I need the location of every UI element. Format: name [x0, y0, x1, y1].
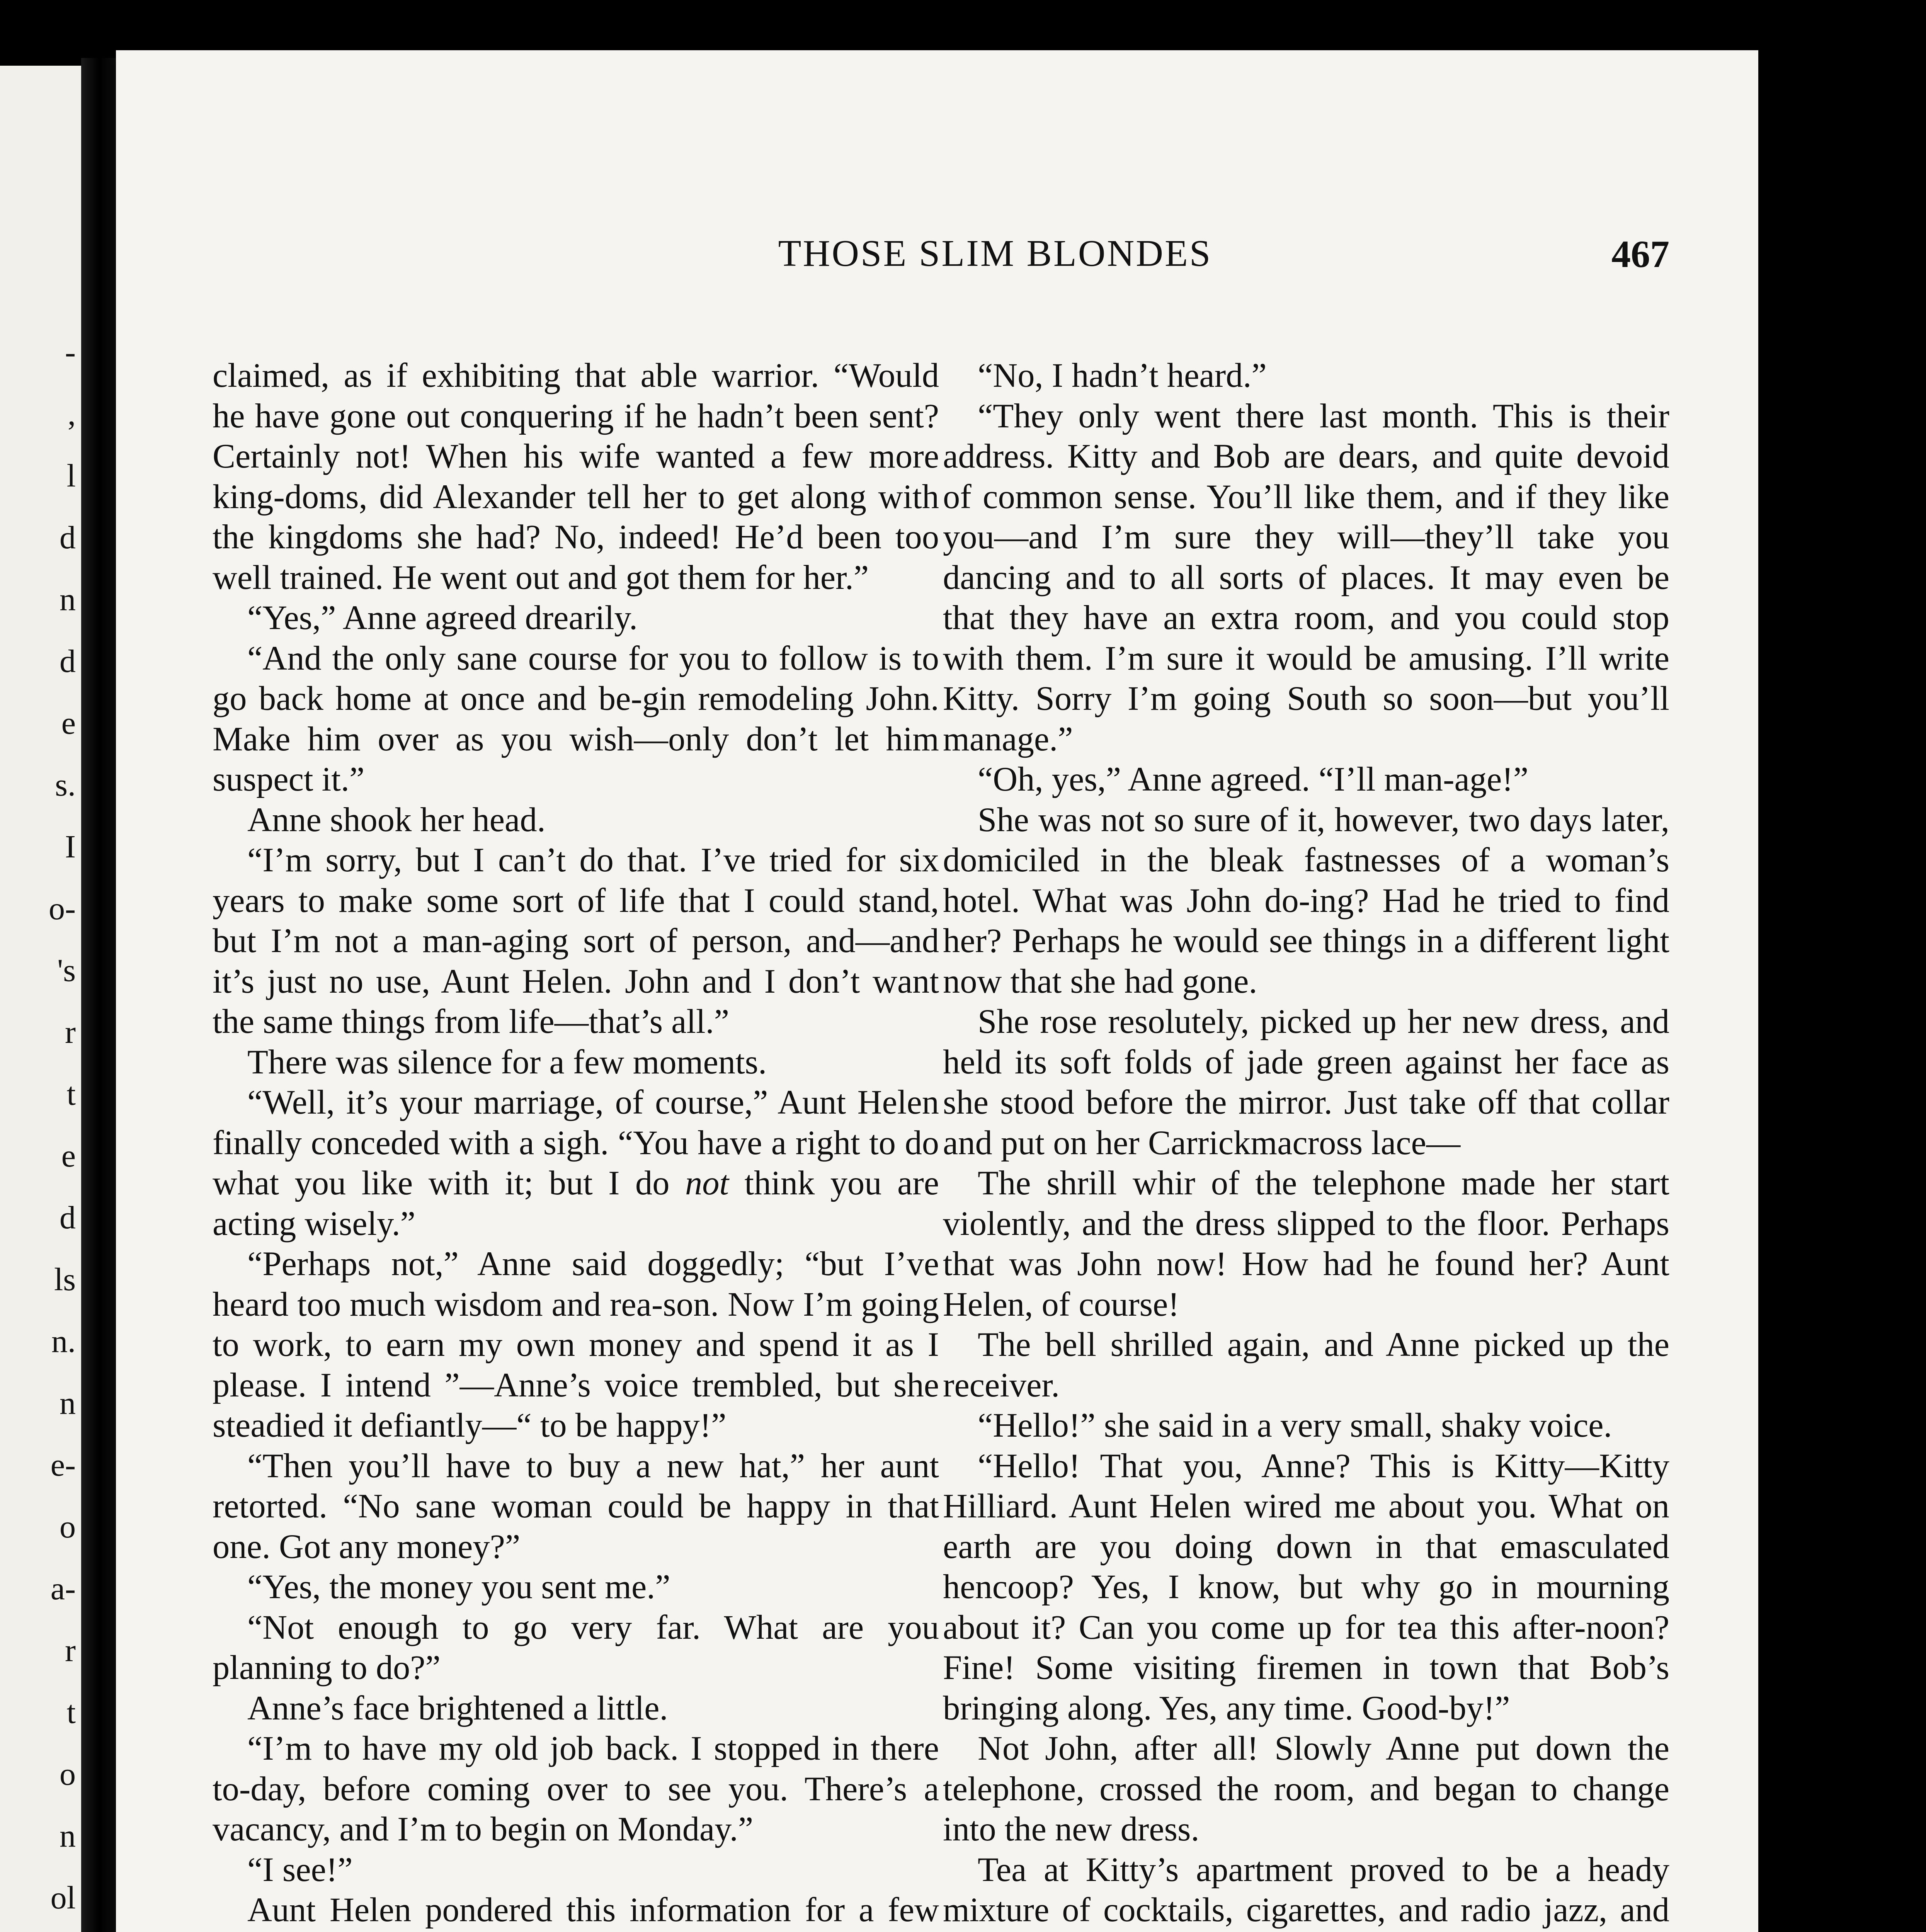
facing-page-fragment: d — [60, 643, 76, 679]
paragraph: The bell shrilled again, and Anne picked up the receiver. — [943, 1326, 1669, 1404]
facing-page-fragment: a- — [50, 1571, 76, 1607]
paragraph: Tea at Kitty’s apartment proved to be a heady mixture of cocktails, cigarettes, and radio jazz, and — [943, 1850, 1669, 1929]
paragraph: “They only went there last month. This is their address. Kitty and Bob are dears, and quite devoid of common sense. You’ll like them, and if they like you—and I’m sure they will—they’ll take you dancing and to all sorts of places. It may even be that they have an extra room, and you could stop with them. I’m sure it would be amusing. I’ll write Kitty. Sorry I’m going South so soon—but you’ll manage.” — [943, 397, 1669, 758]
paragraph: “Well, it’s your marriage, of course,” Aunt Helen finally conceded with a sigh. “You have a right to do what you like with it; but I do not think you are acting wisely.” — [213, 1083, 939, 1243]
facing-page-fragment: d — [60, 520, 76, 556]
facing-page-edge — [0, 66, 81, 1932]
paragraph: There was silence for a few moments. — [247, 1043, 767, 1081]
facing-page-fragment: e — [61, 705, 76, 741]
paragraph: Anne shook her head. — [247, 801, 546, 839]
paragraph: “I’m sorry, but I can’t do that. I’ve tried for six years to make some sort of life that I could stand, but I’m not a man-aging sort of person, and—and it’s just no use, Aunt Helen. John and I don’t want the same things from life—that’s all.” — [213, 841, 939, 1041]
paragraph: “I see!” — [247, 1850, 353, 1889]
facing-page-fragment: e — [61, 1138, 76, 1174]
running-title: THOSE SLIM BLONDES — [778, 233, 1212, 274]
facing-page-fragment: I — [65, 829, 76, 865]
facing-page-fragment: o — [60, 1756, 76, 1792]
paragraph: “Hello! That you, Anne? This is Kitty—Kitty Hilliard. Aunt Helen wired me about you. What on earth are you doing down in that emasculated hencoop? Yes, I know, but why go in mourning about it? Can you come up for tea this after-noon? Fine! Some visiting firemen in town that Bob’s bringing along. Yes, any time. Good-by!” — [943, 1447, 1669, 1727]
paragraph: “Then you’ll have to buy a new hat,” her aunt retorted. “No sane woman could be happy in that one. Got any money?” — [213, 1447, 939, 1566]
paragraph: “Yes,” Anne agreed drearily. — [247, 599, 638, 637]
paragraph: The shrill whir of the telephone made her start violently, and the dress slipped to the floor. Perhaps that was John now! How had he found her? Aunt Helen, of course! — [943, 1164, 1669, 1323]
running-head — [116, 232, 1758, 282]
book-page — [116, 50, 1758, 1932]
paragraph: “No, I hadn’t heard.” — [978, 357, 1267, 395]
paragraph: “Hello!” she said in a very small, shaky voice. — [978, 1406, 1612, 1444]
paragraph: She was not so sure of it, however, two days later, domiciled in the bleak fastnesses of a woman’s hotel. What was John do-ing? Had he tried to find her? Perhaps he would see things in a different light now that she had gone. — [943, 801, 1669, 1000]
facing-page-fragment: n. — [51, 1323, 76, 1359]
paragraph: Aunt Helen pondered this information for a few — [247, 1891, 939, 1929]
facing-page-fragment: t — [66, 1076, 76, 1112]
facing-page-fragment: ls — [54, 1262, 76, 1298]
left-column — [213, 355, 939, 1932]
facing-page-fragment: ol — [50, 1880, 76, 1916]
facing-page-fragment: o- — [49, 891, 76, 927]
paragraph: “I’m to have my old job back. I stopped in there to-day, before coming over to see you. There’s a vacancy, and I’m to begin on Monday.” — [213, 1730, 939, 1848]
right-column — [943, 355, 1669, 1932]
page-number: 467 — [1611, 233, 1669, 276]
paragraph: “Not enough to go very far. What are you planning to do?” — [213, 1608, 939, 1687]
facing-page-fragment: s. — [55, 767, 76, 803]
facing-page-fragment: n — [60, 1818, 76, 1854]
facing-page-fragment: , — [68, 396, 76, 432]
facing-page-fragment: r — [65, 1014, 76, 1050]
facing-page-fragment: r — [65, 1633, 76, 1668]
facing-page-fragment: n — [60, 582, 76, 617]
paragraph: “Perhaps not,” Anne said doggedly; “but I’ve heard too much wisdom and rea-son. Now I’m going to work, to earn my own money and spend it as I please. I intend ”—Anne’s voice trembled, but she steadied it defiantly—“ to be happy!” — [213, 1245, 939, 1444]
paragraph: Anne’s face brightened a little. — [247, 1689, 668, 1727]
facing-page-fragment: t — [66, 1694, 76, 1730]
facing-page-fragment: - — [65, 334, 76, 370]
facing-page-fragment: o — [60, 1509, 76, 1545]
facing-page-fragment: l — [66, 458, 76, 494]
paragraph: “And the only sane course for you to follow is to go back home at once and be-gin remodeling John. Make him over as you wish—only don’t let him suspect it.” — [213, 639, 939, 798]
facing-page-fragment: d — [60, 1200, 76, 1236]
facing-page-fragment: e- — [50, 1447, 76, 1483]
paragraph: Not John, after all! Slowly Anne put down the telephone, crossed the room, and began to change into the new dress. — [943, 1730, 1669, 1848]
facing-page-fragment: 's — [57, 952, 76, 988]
paragraph: She rose resolutely, picked up her new dress, and held its soft folds of jade green against her face as she stood before the mirror. Just take off that collar and put on her Carrickmacross lace— — [943, 1003, 1669, 1162]
paragraph: “Oh, yes,” Anne agreed. “I’ll man-age!” — [978, 760, 1529, 798]
paragraph: “Yes, the money you sent me.” — [247, 1568, 670, 1606]
paragraph: claimed, as if exhibiting that able warrior. “Would he have gone out conquering if he hadn’t been sent? Certainly not! When his wife wanted a few more king-doms, did Alexander tell her to get along with the kingdoms she had? No, indeed! He’d been too well trained. He went out and got them for her.” — [213, 357, 939, 597]
facing-page-fragment: n — [60, 1385, 76, 1421]
